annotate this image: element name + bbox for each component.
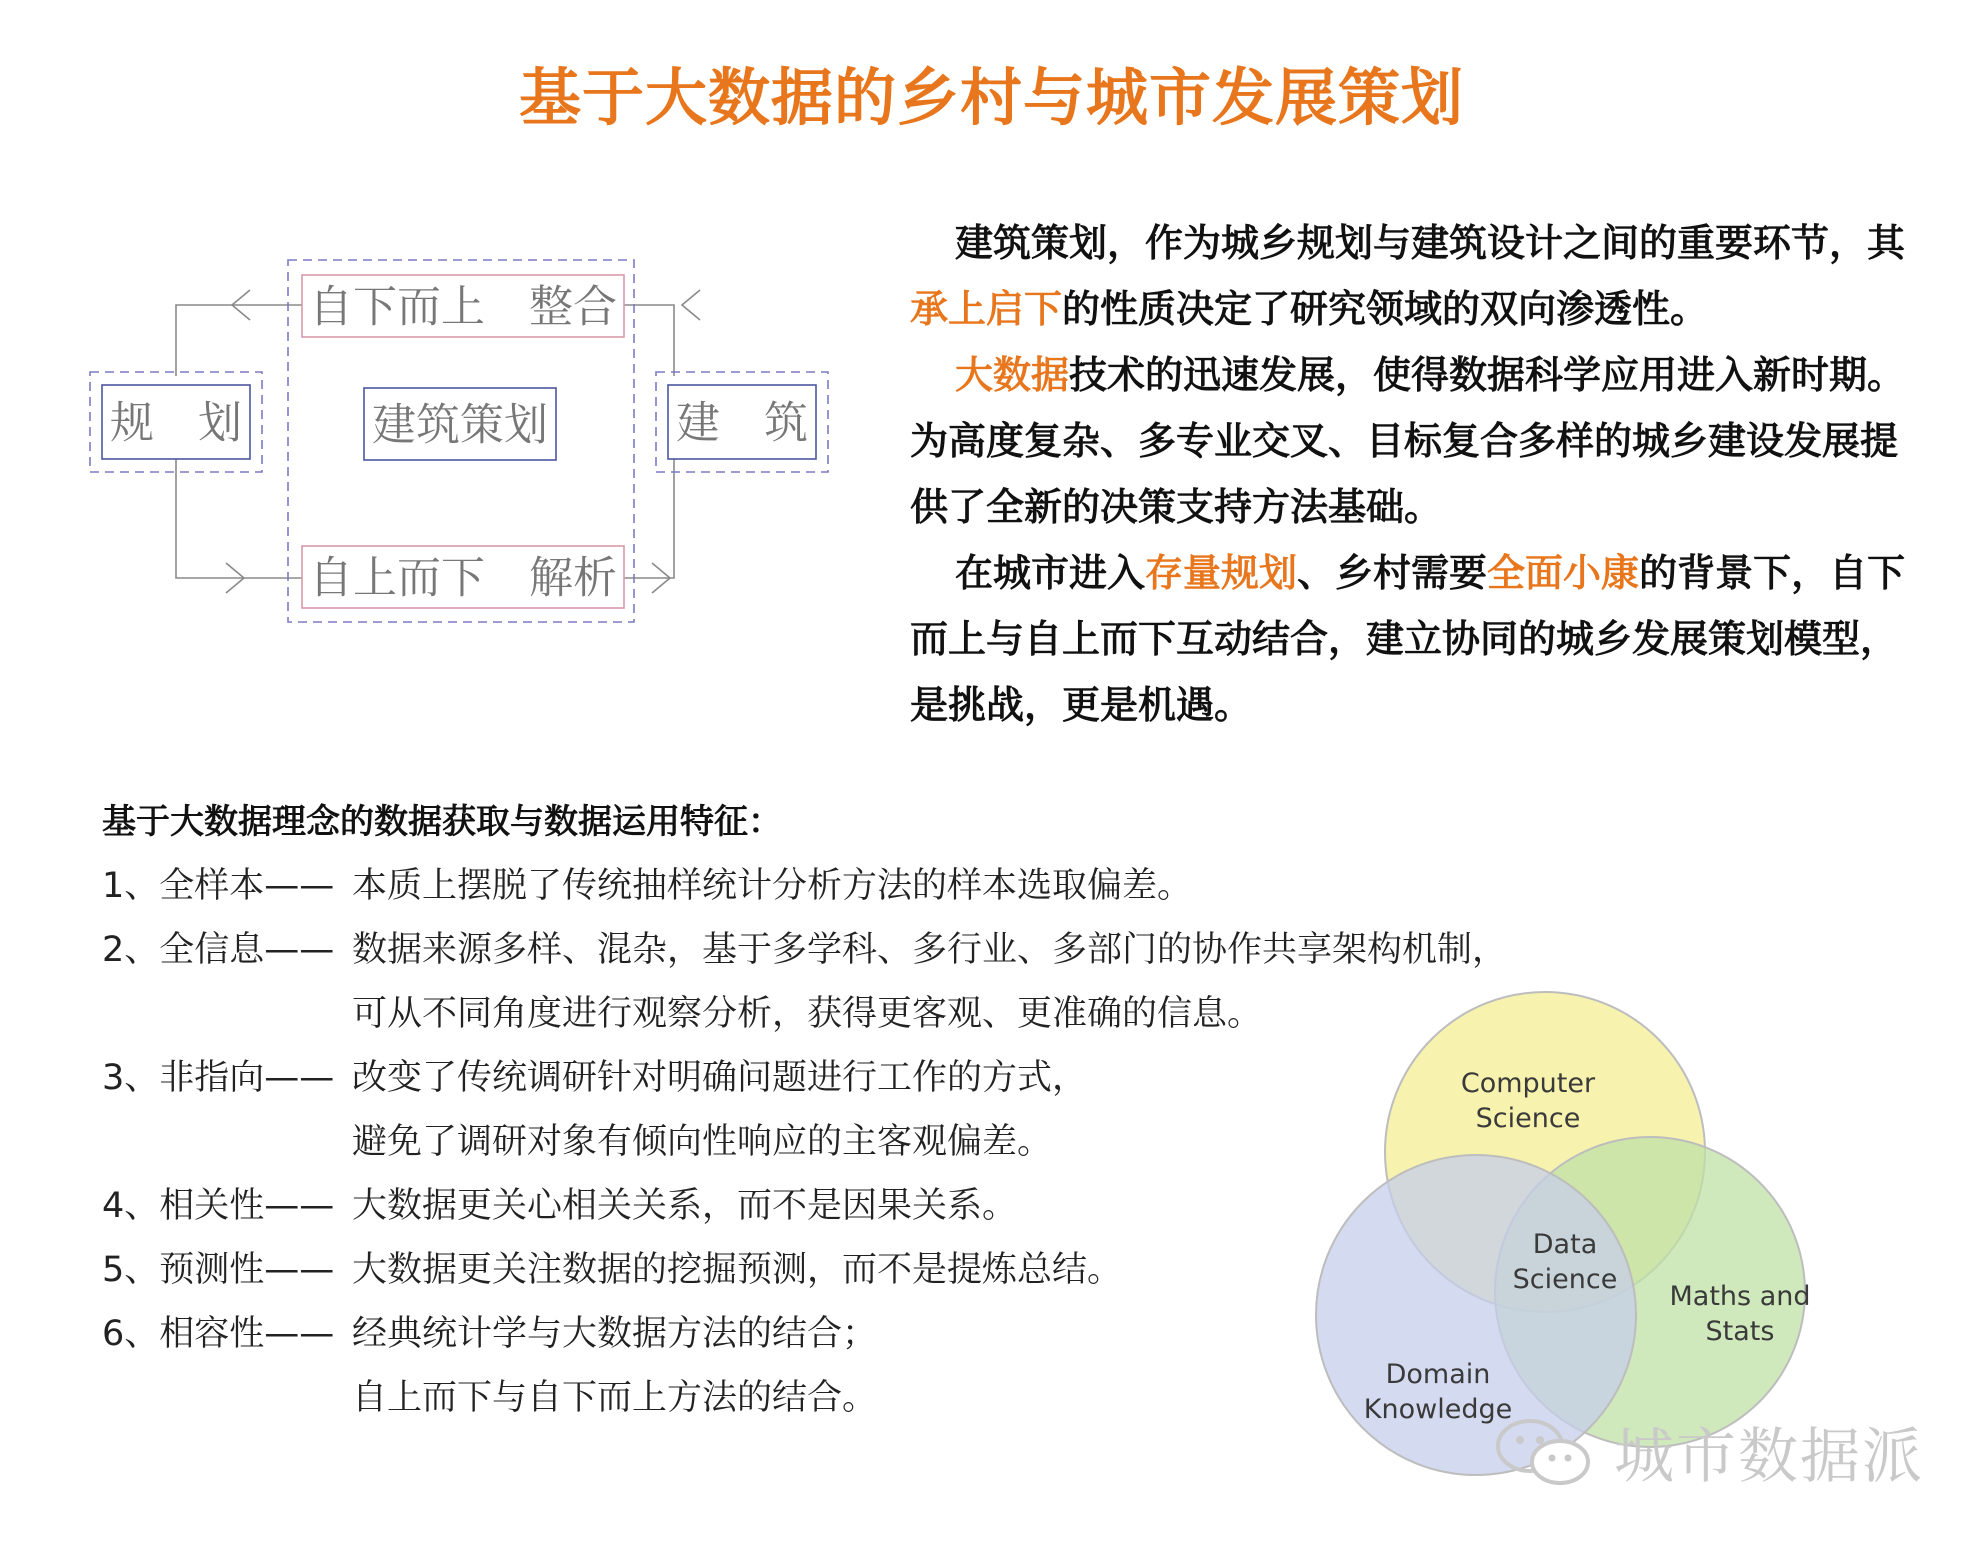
paragraph-text: 技术的迅速发展，使得数据科学应用进入新时期。为高度复杂、多专业交叉、目标复合多样的城乡建设发展提供了全新的决策支持方法基础。 [910,353,1906,529]
connector-top-left [176,305,302,376]
feature-description-line: 经典统计学与大数据方法的结合； [352,1314,878,1354]
feature-description-line: 改变了传统调研针对明确问题进行工作的方式， [352,1058,1088,1098]
feature-description-line: 大数据更关注数据的挖掘预测，而不是提炼总结。 [352,1250,1123,1290]
intro-paragraph [910,342,1910,540]
venn-label-dk-1: Domain [1385,1359,1491,1390]
venn-label-ms-1: Maths and [1669,1281,1811,1312]
diagram-center-label: 建筑策划 [372,399,548,451]
features-heading: 基于大数据理念的数据获取与数据运用特征： [102,802,782,842]
feature-description-line: 自上而下与自下而上方法的结合。 [352,1378,878,1418]
feature-label: 3、非指向—— [102,1058,335,1098]
venn-label-cs-1: Computer [1460,1068,1596,1099]
feature-label: 4、相关性—— [102,1186,335,1226]
paragraph-text: 、乡村需要 [1297,551,1488,595]
highlight-text: 大数据 [955,353,1070,397]
feature-item [102,854,1602,918]
diagram-bottom-label: 自上而下 解析 [309,552,617,604]
planning-diagram [80,240,860,640]
feature-label: 2、全信息—— [102,930,335,970]
diagram-left-label: 规 划 [110,397,242,449]
intro-paragraph [910,210,1910,342]
paragraph-text: 建筑策划，作为城乡规划与建筑设计之间的重要环节，其 [955,221,1906,265]
venn-label-cs-2: Science [1475,1103,1581,1134]
feature-label: 6、相容性—— [102,1314,335,1354]
diagram-top-label: 自下而上 整合 [309,281,617,333]
venn-label-dk-2: Knowledge [1363,1394,1513,1425]
connector-top [624,305,674,376]
feature-label: 1、全样本—— [102,866,335,906]
wechat-icon [1490,1412,1600,1492]
arrow-head-top-right [682,290,700,320]
watermark-text: 城市数据派 [1614,1422,1924,1492]
highlight-text: 存量规划 [1145,551,1298,595]
venn-label-ds-1: Data [1532,1229,1598,1260]
connector-bottom-left [176,450,302,578]
connector-bottom-right [624,450,674,578]
highlight-text: 全面小康 [1487,551,1640,595]
feature-description-line: 大数据更关心相关关系，而不是因果关系。 [352,1186,1018,1226]
highlight-text: 承上启下 [910,287,1063,331]
watermark [1490,1412,1924,1492]
feature-description-line: 数据来源多样、混杂，基于多学科、多行业、多部门的协作共享架构机制， [352,930,1508,970]
paragraph-text: 的性质决定了研究领域的双向渗透性。 [1062,287,1709,331]
feature-description-line: 可从不同角度进行观察分析，获得更客观、更准确的信息。 [352,994,1263,1034]
paragraph-text: 在城市进入 [955,551,1146,595]
feature-description [352,854,1602,918]
paragraph-text: 的背景下，自下而上与自上而下互动结合，建立协同的城乡发展策划模型，是挑战，更是机遇。 [910,551,1906,727]
page-title: 基于大数据的乡村与城市发展策划 [518,61,1464,134]
feature-label: 5、预测性—— [102,1250,335,1290]
intro-paragraph [910,540,1910,738]
diagram-right-label: 建 筑 [676,397,808,449]
feature-description-line: 避免了调研对象有倾向性响应的主客观偏差。 [352,1122,1053,1162]
venn-label-ds-2: Science [1512,1264,1618,1295]
intro-paragraphs [910,210,1910,738]
feature-description-line: 本质上摆脱了传统抽样统计分析方法的样本选取偏差。 [352,866,1193,906]
venn-label-ms-2: Stats [1705,1316,1775,1347]
